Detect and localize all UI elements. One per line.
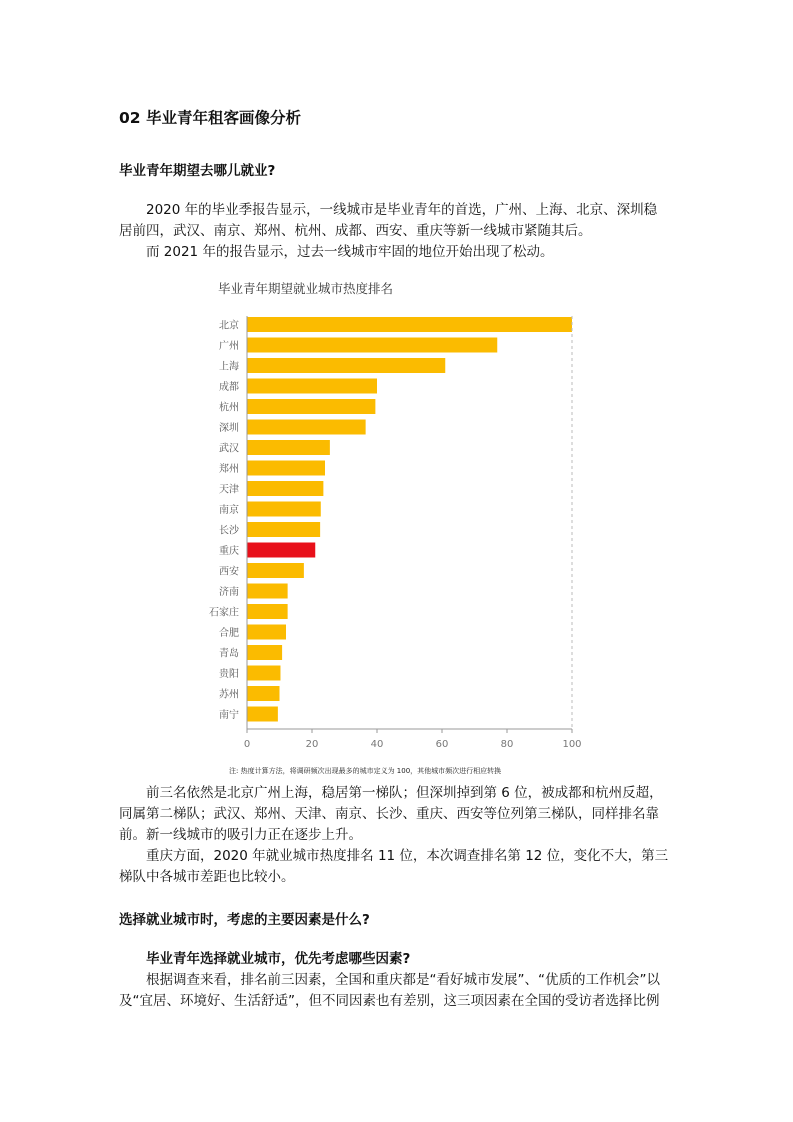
intro-line: 而 2021 年的报告显示，过去一线城市牢固的地位开始出现了松动。 — [146, 244, 554, 260]
chart-category-label: 石家庄 — [209, 607, 239, 619]
chart-category-label: 成都 — [219, 382, 239, 393]
chart-category-label: 南宁 — [219, 710, 239, 721]
question-heading-selection-factors: 选择就业城市时，考虑的主要因素是什么? — [119, 912, 370, 928]
chart-bar-4 — [247, 379, 377, 394]
intro-paragraph — [119, 200, 675, 263]
chart-bar-9 — [247, 481, 323, 496]
chart-bar-16 — [247, 625, 286, 640]
chart-footnote: 注: 热度计算方法，将调研频次出现最多的城市定义为 100，其他城市频次进行相应转换 — [229, 767, 502, 775]
chart-category-label: 天津 — [219, 484, 239, 496]
chart-bar-17 — [247, 645, 282, 660]
chart-category-label: 重庆 — [219, 546, 239, 557]
chart-bar-1 — [247, 317, 572, 332]
analysis-line: 同属第二梯队；武汉、郑州、天津、南京、长沙、重庆、西安等位列第三梯队，同样排名靠 — [119, 806, 659, 822]
analysis-paragraph — [119, 783, 675, 888]
chart-bar-11 — [247, 522, 320, 537]
analysis-line: 重庆方面，2020 年就业城市热度排名 11 位，本次调查排名第 12 位，变化不大，第三 — [146, 848, 669, 864]
intro-line: 2020 年的毕业季报告显示，一线城市是毕业青年的首选，广州、上海、北京、深圳稳 — [146, 202, 658, 218]
chart-x-tick-label: 40 — [370, 739, 384, 750]
chart-category-label: 郑州 — [219, 464, 239, 475]
chart-category-label: 上海 — [219, 361, 239, 373]
closing-line: 及“宜居、环境好、生活舒适”，但不同因素也有差别，这三项因素在全国的受访者选择比例 — [119, 993, 660, 1009]
chart-category-label: 北京 — [219, 320, 239, 332]
chart-category-label: 长沙 — [219, 525, 239, 537]
chart-category-label: 合肥 — [219, 628, 239, 639]
chart-category-labels — [209, 319, 240, 722]
chart-category-label: 杭州 — [219, 402, 239, 414]
chart-bar-20 — [247, 707, 278, 722]
chart-x-tick-label: 80 — [500, 739, 514, 750]
chart-category-label: 贵阳 — [219, 669, 239, 680]
chart-bar-3 — [247, 358, 445, 373]
intro-line: 居前四，武汉、南京、郑州、杭州、成都、西安、重庆等新一线城市紧随其后。 — [119, 223, 592, 239]
chart-bars — [247, 317, 572, 722]
chart-x-tick-label: 0 — [243, 739, 251, 750]
chart-bar-7 — [247, 440, 330, 455]
closing-line: 根据调查来看，排名前三因素，全国和重庆都是“看好城市发展”、“优质的工作机会”以 — [146, 972, 660, 988]
chart-category-label: 青岛 — [219, 648, 239, 660]
chart-bar-19 — [247, 686, 280, 701]
chart-category-label: 南京 — [219, 505, 239, 516]
chart-x-tick-label: 100 — [562, 739, 582, 750]
chart-bar-5 — [247, 399, 375, 414]
chart-x-tick-label: 60 — [435, 739, 449, 750]
chart-bar-8 — [247, 461, 325, 476]
chart-category-label: 西安 — [219, 566, 239, 578]
chart-x-tick-label: 20 — [305, 739, 319, 750]
analysis-line: 前。新一线城市的吸引力正在逐步上升。 — [119, 827, 362, 843]
section-title: 02 毕业青年租客画像分析 — [119, 109, 301, 127]
analysis-line: 梯队中各城市差距也比较小。 — [119, 869, 295, 885]
question-heading-employment-destination: 毕业青年期望去哪儿就业? — [119, 163, 276, 179]
subheading-priority-factors: 毕业青年选择就业城市，优先考虑哪些因素? — [146, 951, 411, 967]
chart-category-label: 济南 — [219, 587, 239, 598]
chart-bar-2 — [247, 338, 497, 353]
chart-bar-18 — [247, 666, 280, 681]
chart-category-label: 广州 — [219, 341, 239, 352]
chart-title: 毕业青年期望就业城市热度排名 — [218, 281, 394, 296]
chart-bar-15 — [247, 604, 288, 619]
chart-category-label: 深圳 — [219, 423, 239, 434]
chart-bar-12 — [247, 543, 315, 558]
chart-bar-10 — [247, 502, 321, 517]
analysis-line: 前三名依然是北京广州上海，稳居第一梯队；但深圳掉到第 6 位，被成都和杭州反超， — [146, 785, 663, 801]
closing-paragraph — [119, 970, 675, 1012]
chart-bar-6 — [247, 420, 366, 435]
chart-category-label: 武汉 — [219, 443, 239, 455]
chart-bar-14 — [247, 584, 288, 599]
city-popularity-bar-chart — [196, 274, 596, 754]
chart-category-label: 苏州 — [219, 689, 239, 701]
chart-bar-13 — [247, 563, 304, 578]
